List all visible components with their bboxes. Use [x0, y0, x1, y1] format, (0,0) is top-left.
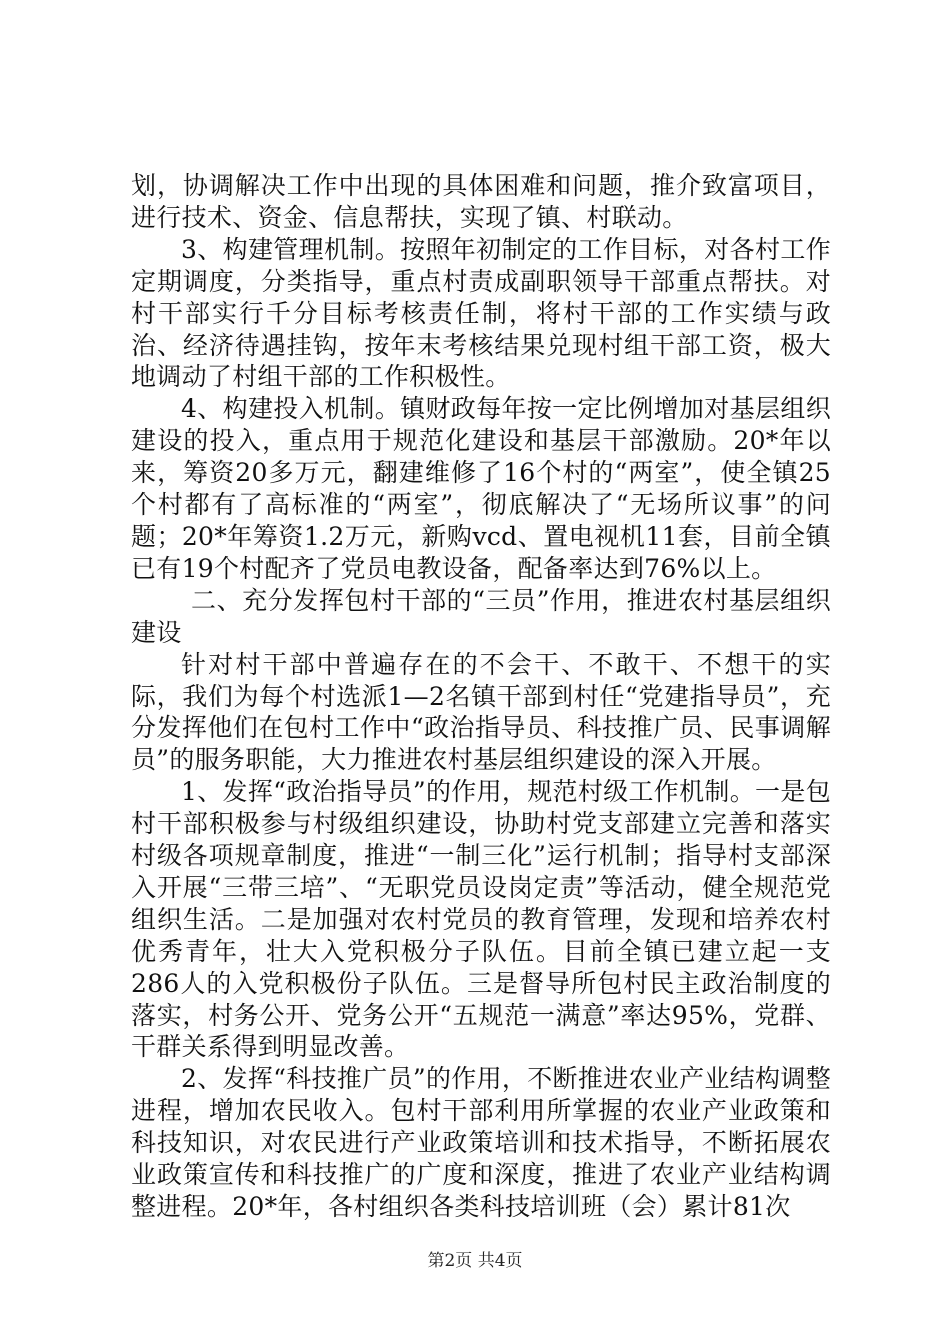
paragraph-investment-mechanism: 4、构建投入机制。镇财政每年按一定比例增加对基层组织建设的投入，重点用于规范化建设和基层干部激励。20*年以来，筹资20多万元，翻建维修了16个村的“两室”，使全镇25个村都有了高标准的“两室”，彻底解决了“无场所议事”的问题；20*年筹资1.2万元，新购vcd、置电视机11套，目前全镇已有19个村配齐了党员电教设备，配备率达到76%以上。 [131, 394, 831, 583]
paragraph-tech-promoter: 2、发挥“科技推广员”的作用，不断推进农业产业结构调整进程，增加农民收入。包村干部利用所掌握的农业产业政策和科技知识，对农民进行产业政策培训和技术指导，不断拓展农业政策宣传和科技推广的广度和深度，推进了农业产业结构调整进程。20*年，各村组织各类科技培训班（会）累计81次 [131, 1064, 831, 1221]
document-body [131, 170, 831, 1223]
paragraph-management-mechanism: 3、构建管理机制。按照年初制定的工作目标，对各村工作定期调度，分类指导，重点村责成副职领导干部重点帮扶。对村干部实行千分目标考核责任制，将村干部的工作实绩与政治、经济待遇挂钩，按年末考核结果兑现村组干部工资，极大地调动了村组干部的工作积极性。 [131, 234, 831, 392]
paragraph-continuation: 划，协调解决工作中出现的具体困难和问题，推介致富项目，进行技术、资金、信息帮扶，实现了镇、村联动。 [131, 171, 831, 232]
paragraph-intro-three-roles: 针对村干部中普遍存在的不会干、不敢干、不想干的实际，我们为每个村选派1—2名镇干部到村任“党建指导员”，充分发挥他们在包村工作中“政治指导员、科技推广员、民事调解员”的服务职能，大力推进农村基层组织建设的深入开展。 [131, 649, 831, 775]
section-heading-two: 二、充分发挥包村干部的“三员”作用，推进农村基层组织建设 [131, 585, 831, 647]
paragraph-political-instructor: 1、发挥“政治指导员”的作用，规范村级工作机制。一是包村干部积极参与村级组织建设，协助村党支部建立完善和落实村级各项规章制度，推进“一制三化”运行机制；指导村支部深入开展“三带三培”、“无职党员设岗定责”等活动，健全规范党组织生活。二是加强对农村党员的教育管理，发现和培养农村优秀青年，壮大入党积极分子队伍。目前全镇已建立起一支286人的入党积极份子队伍。三是督导所包村民主政治制度的落实，村务公开、党务公开“五规范一满意”率达95%，党群、干群关系得到明显改善。 [131, 777, 831, 1062]
page-footer: 第2页 共4页 [427, 1251, 523, 1271]
